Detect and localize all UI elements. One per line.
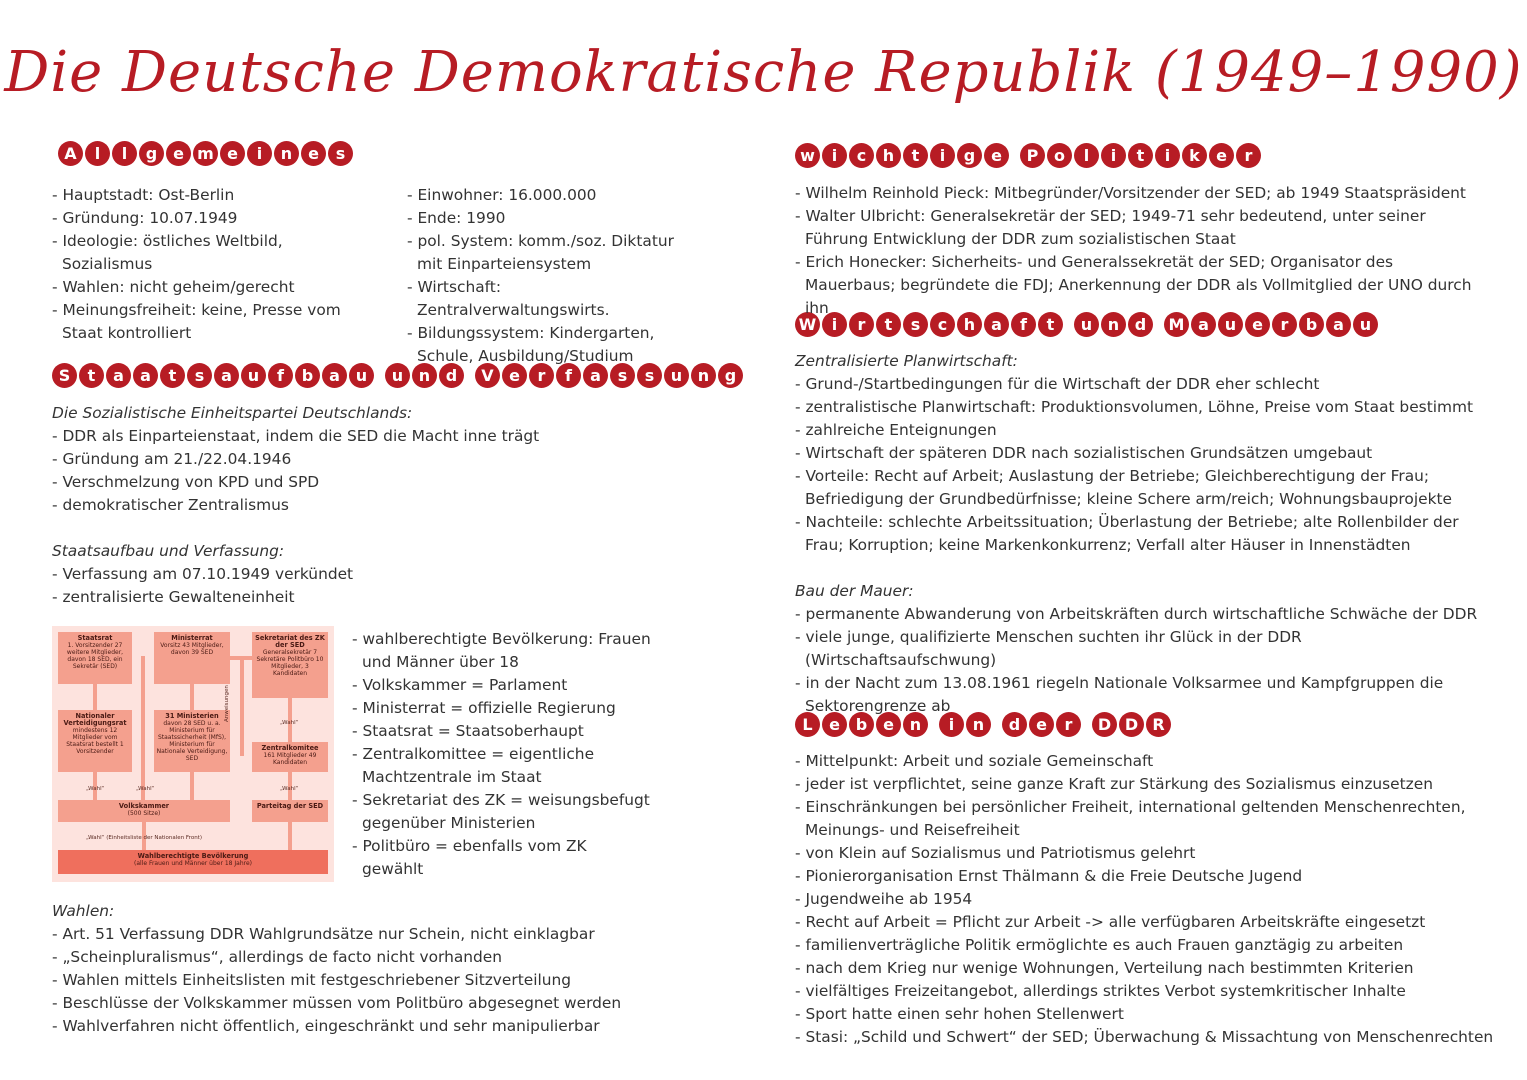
- list-item: - Nachteile: schlechte Arbeitssituation; Überlastung der Betriebe; alte Rollenbilder der Frau; Korruption; keine Markenkonkurrenz; Verfall alter Häuser in Innenstädten: [795, 511, 1495, 557]
- list-item: - Zentralkomittee = eigentliche Machtzentrale im Staat: [352, 743, 652, 789]
- list-item: - Meinungsfreiheit: keine, Presse vom Staat kontrolliert: [52, 299, 352, 345]
- list-item: - Wahlen: nicht geheim/gerecht: [52, 276, 352, 299]
- list-item: - Verfassung am 07.10.1949 verkündet: [52, 563, 712, 586]
- mauer-subtitle: Bau der Mauer:: [795, 582, 914, 600]
- heading-letter: u: [385, 363, 410, 388]
- heading-letter: n: [966, 712, 991, 737]
- heading-letter: o: [1047, 143, 1072, 168]
- allgemeines-right-list: [407, 184, 697, 368]
- diagram-verteidigungsrat: Nationaler Verteidigungsrat mindestens 12 Mitglieder vom Staatsrat bestellt 1 Vorsitzender: [58, 710, 132, 772]
- list-item: - Ministerrat = offizielle Regierung: [352, 697, 652, 720]
- heading-letter: e: [1209, 143, 1234, 168]
- list-item: - Einschränkungen bei persönlicher Freiheit, international geltenden Menschenrechten, Meinungs- und Reisefreiheit: [795, 796, 1495, 842]
- heading-letter: s: [637, 363, 662, 388]
- list-item: - Recht auf Arbeit = Pflicht zur Arbeit -> alle verfügbaren Arbeitskräfte eingesetzt: [795, 911, 1495, 934]
- heading-letter: t: [876, 312, 901, 337]
- heading-letter: t: [79, 363, 104, 388]
- list-item: - demokratischer Zentralismus: [52, 494, 712, 517]
- diagram-arrow: [240, 656, 244, 756]
- heading-letter: t: [1128, 143, 1153, 168]
- heading-letter: m: [193, 141, 218, 166]
- diagram-wahl-label: „Wahl“: [280, 720, 299, 726]
- wahlen-list: [52, 923, 712, 1038]
- list-item: - „Scheinpluralismus“, allerdings de facto nicht vorhanden: [52, 946, 712, 969]
- diagram-wahl-label: „Wahl“: [280, 786, 299, 792]
- list-item: - Erich Honecker: Sicherheits- und Generalssekretät der SED; Organisator des Mauerbaus; begründete die FDJ; Anerkennung der DDR als Vollmitglied der UNO durch ihn: [795, 251, 1485, 320]
- heading-letter: f: [1011, 312, 1036, 337]
- heading-letter: D: [1092, 712, 1117, 737]
- heading-letter: r: [529, 363, 554, 388]
- politiker-list: [795, 182, 1485, 320]
- heading-letter: c: [930, 312, 955, 337]
- heading-letter: b: [1299, 312, 1324, 337]
- heading-letter: f: [556, 363, 581, 388]
- heading-letter: h: [876, 143, 901, 168]
- heading-letter: c: [849, 143, 874, 168]
- heading-letter: e: [301, 141, 326, 166]
- list-item: - Wahlverfahren nicht öffentlich, eingeschränkt und sehr manipulierbar: [52, 1015, 712, 1038]
- diagram-arrow: [288, 822, 292, 850]
- mauer-list: [795, 603, 1495, 718]
- heading-letter: a: [1326, 312, 1351, 337]
- heading-letter: W: [795, 312, 820, 337]
- diagram-zentralkomitee: Zentralkomitee 161 Mitglieder 49 Kandidaten: [252, 742, 328, 772]
- heading-letter: n: [691, 363, 716, 388]
- heading-letter: i: [822, 143, 847, 168]
- heading-letter: u: [664, 363, 689, 388]
- plan-list: [795, 373, 1495, 557]
- heading-letter: e: [166, 141, 191, 166]
- diagram-parteitag: Parteitag der SED: [252, 800, 328, 822]
- heading-letter: A: [58, 141, 83, 166]
- heading-letter: b: [295, 363, 320, 388]
- allgemeines-left-list: [52, 184, 352, 345]
- heading-letter: d: [439, 363, 464, 388]
- list-item: - Gründung: 10.07.1949: [52, 207, 352, 230]
- leben-list: [795, 750, 1495, 1049]
- diagram-wahl-label: „Wahl“: [136, 786, 155, 792]
- heading-letter: e: [984, 143, 1009, 168]
- heading-letter: L: [795, 712, 820, 737]
- heading-letter: R: [1146, 712, 1171, 737]
- heading-letter: r: [1056, 712, 1081, 737]
- diagram-ministerrat: Ministerrat Vorsitz 43 Mitglieder, davon 39 SED: [154, 632, 230, 684]
- heading-letter: P: [1020, 143, 1045, 168]
- list-item: - Ende: 1990: [407, 207, 697, 230]
- heading-letter: t: [1038, 312, 1063, 337]
- heading-letter: i: [1101, 143, 1126, 168]
- diagram-arrow: [190, 684, 194, 710]
- wahlen-subtitle: Wahlen:: [52, 902, 115, 920]
- heading-letter: a: [1191, 312, 1216, 337]
- list-item: - Beschlüsse der Volkskammer müssen vom Politbüro abgesegnet werden: [52, 992, 712, 1015]
- diagram-arrow: [141, 656, 145, 800]
- verfassung-list: [52, 563, 712, 609]
- list-item: - Staatsrat = Staatsoberhaupt: [352, 720, 652, 743]
- diagram-volkskammer: Volkskammer (500 Sitze): [58, 800, 230, 822]
- list-item: - pol. System: komm./soz. Diktatur mit Einparteiensystem: [407, 230, 697, 276]
- heading-politiker: [795, 143, 1272, 168]
- verfassung-subtitle: Staatsaufbau und Verfassung:: [52, 542, 285, 560]
- heading-letter: r: [849, 312, 874, 337]
- heading-letter: l: [112, 141, 137, 166]
- staatsaufbau-text: [52, 402, 712, 609]
- list-item: - DDR als Einparteienstaat, indem die SED die Macht inne trägt: [52, 425, 712, 448]
- heading-letter: M: [1164, 312, 1189, 337]
- list-item: - vielfältiges Freizeitangebot, allerdings striktes Verbot systemkritischer Inhalte: [795, 980, 1495, 1003]
- heading-letter: D: [1119, 712, 1144, 737]
- list-item: - viele junge, qualifizierte Menschen suchten ihr Glück in der DDR (Wirtschaftsaufschwung): [795, 626, 1495, 672]
- wirtschaft-text: [795, 350, 1495, 718]
- diagram-arrow: [93, 684, 97, 710]
- heading-allgemeines: [58, 141, 364, 166]
- heading-letter: e: [1029, 712, 1054, 737]
- heading-letter: r: [1236, 143, 1261, 168]
- heading-letter: a: [984, 312, 1009, 337]
- list-item: - Art. 51 Verfassung DDR Wahlgrundsätze nur Schein, nicht einklagbar: [52, 923, 712, 946]
- diagram-anweisungen-label: Anweisungen: [224, 685, 230, 722]
- heading-letter: e: [220, 141, 245, 166]
- heading-letter: u: [349, 363, 374, 388]
- list-item: - Sport hatte einen sehr hohen Stellenwert: [795, 1003, 1495, 1026]
- heading-letter: e: [822, 712, 847, 737]
- heading-letter: g: [718, 363, 743, 388]
- heading-letter: s: [610, 363, 635, 388]
- list-item: - Sekretariat des ZK = weisungsbefugt gegenüber Ministerien: [352, 789, 652, 835]
- heading-letter: e: [502, 363, 527, 388]
- list-item: - Pionierorganisation Ernst Thälmann & die Freie Deutsche Jugend: [795, 865, 1495, 888]
- list-item: - zentralistische Planwirtschaft: Produktionsvolumen, Löhne, Preise vom Staat bestimmt: [795, 396, 1495, 419]
- list-item: - permanente Abwanderung von Arbeitskräften durch wirtschaftliche Schwäche der DDR: [795, 603, 1495, 626]
- heading-letter: S: [52, 363, 77, 388]
- list-item: - Verschmelzung von KPD und SPD: [52, 471, 712, 494]
- diagram-notes-list: [352, 628, 652, 881]
- list-item: - Politbüro = ebenfalls vom ZK gewählt: [352, 835, 652, 881]
- list-item: - Wirtschaft der späteren DDR nach sozialistischen Grundsätzen umgebaut: [795, 442, 1495, 465]
- diagram-sekretariat: Sekretariat des ZK der SED Generalsekretär 7 Sekretäre Politbüro 10 Mitglieder, 3 Kandidaten: [252, 632, 328, 698]
- list-item: - Ideologie: östliches Weltbild, Sozialismus: [52, 230, 352, 276]
- list-item: - Vorteile: Recht auf Arbeit; Auslastung der Betriebe; Gleichberechtigung der Frau; Befriedigung der Grundbedürfnisse; kleine Schere arm/reich; Wohnungsbauprojekte: [795, 465, 1495, 511]
- heading-letter: g: [139, 141, 164, 166]
- list-item: - Einwohner: 16.000.000: [407, 184, 697, 207]
- list-item: - zahlreiche Enteignungen: [795, 419, 1495, 442]
- heading-letter: u: [1353, 312, 1378, 337]
- heading-letter: n: [903, 712, 928, 737]
- heading-letter: l: [85, 141, 110, 166]
- list-item: - Hauptstadt: Ost-Berlin: [52, 184, 352, 207]
- heading-letter: l: [1074, 143, 1099, 168]
- heading-letter: a: [214, 363, 239, 388]
- diagram-wahl-label: „Wahl“: [86, 786, 105, 792]
- heading-letter: d: [1002, 712, 1027, 737]
- heading-letter: e: [876, 712, 901, 737]
- heading-letter: s: [328, 141, 353, 166]
- heading-letter: d: [1128, 312, 1153, 337]
- list-item: - Bildungssystem: Kindergarten, Schule, Ausbildung/Studium: [407, 322, 697, 368]
- heading-letter: i: [939, 712, 964, 737]
- heading-letter: n: [412, 363, 437, 388]
- heading-letter: n: [274, 141, 299, 166]
- heading-letter: b: [849, 712, 874, 737]
- staatsaufbau-diagram: [52, 626, 334, 882]
- heading-letter: s: [187, 363, 212, 388]
- heading-letter: a: [133, 363, 158, 388]
- list-item: - in der Nacht zum 13.08.1961 riegeln Nationale Volksarmee und Kampfgruppen die Sektorengrenze ab: [795, 672, 1495, 718]
- wahlen-text: [52, 900, 712, 1038]
- heading-letter: a: [106, 363, 131, 388]
- heading-letter: s: [903, 312, 928, 337]
- list-item: - von Klein auf Sozialismus und Patriotismus gelehrt: [795, 842, 1495, 865]
- diagram-minister: 31 Ministerien davon 28 SED u. a. Ministerium für Staatssicherheit (MfS), Ministerium für Nationale Verteidigung, SED: [154, 710, 230, 772]
- heading-letter: n: [1101, 312, 1126, 337]
- heading-letter: k: [1182, 143, 1207, 168]
- list-item: - jeder ist verpflichtet, seine ganze Kraft zur Stärkung des Sozialismus einzusetzen: [795, 773, 1495, 796]
- heading-letter: w: [795, 143, 820, 168]
- heading-letter: t: [160, 363, 185, 388]
- heading-letter: u: [1218, 312, 1243, 337]
- heading-letter: t: [903, 143, 928, 168]
- heading-letter: u: [1074, 312, 1099, 337]
- heading-letter: a: [583, 363, 608, 388]
- list-item: - Wahlen mittels Einheitslisten mit festgeschriebener Sitzverteilung: [52, 969, 712, 992]
- list-item: - Wilhelm Reinhold Pieck: Mitbegründer/Vorsitzender der SED; ab 1949 Staatspräsident: [795, 182, 1485, 205]
- list-item: - familienverträgliche Politik ermöglichte es auch Frauen ganztägig zu arbeiten: [795, 934, 1495, 957]
- sed-subtitle: Die Sozialistische Einheitspartei Deutschlands:: [52, 404, 413, 422]
- heading-letter: i: [930, 143, 955, 168]
- list-item: - Jugendweihe ab 1954: [795, 888, 1495, 911]
- list-item: - Stasi: „Schild und Schwert“ der SED; Überwachung & Missachtung von Menschenrechten: [795, 1026, 1495, 1049]
- heading-letter: g: [957, 143, 982, 168]
- heading-letter: h: [957, 312, 982, 337]
- list-item: - Grund-/Startbedingungen für die Wirtschaft der DDR eher schlecht: [795, 373, 1495, 396]
- heading-letter: i: [247, 141, 272, 166]
- diagram-staatsrat: Staatsrat 1. Vorsitzender 27 weitere Mitglieder, davon 18 SED, ein Sekretär (SED): [58, 632, 132, 684]
- list-item: - wahlberechtigte Bevölkerung: Frauen und Männer über 18: [352, 628, 652, 674]
- list-item: - nach dem Krieg nur wenige Wohnungen, Verteilung nach bestimmten Kriterien: [795, 957, 1495, 980]
- list-item: - Mittelpunkt: Arbeit und soziale Gemeinschaft: [795, 750, 1495, 773]
- list-item: - Gründung am 21./22.04.1946: [52, 448, 712, 471]
- heading-letter: i: [1155, 143, 1180, 168]
- plan-subtitle: Zentralisierte Planwirtschaft:: [795, 352, 1018, 370]
- heading-letter: f: [268, 363, 293, 388]
- list-item: - Volkskammer = Parlament: [352, 674, 652, 697]
- list-item: - Walter Ulbricht: Generalsekretär der SED; 1949-71 sehr bedeutend, unter seiner Führung Entwicklung der DDR zum sozialistischen Staat: [795, 205, 1485, 251]
- page-title: Die Deutsche Demokratische Republik (1949–1990): [4, 40, 1523, 105]
- diagram-arrow: [190, 772, 194, 800]
- sed-list: [52, 425, 712, 517]
- heading-letter: i: [822, 312, 847, 337]
- list-item: - zentralisierte Gewalteneinheit: [52, 586, 712, 609]
- heading-letter: r: [1272, 312, 1297, 337]
- heading-letter: a: [322, 363, 347, 388]
- list-item: - Wirtschaft: Zentralverwaltungswirts.: [407, 276, 697, 322]
- diagram-bevoelkerung: Wahlberechtigte Bevölkerung (alle Frauen und Männer über 18 Jahre): [58, 850, 328, 874]
- heading-letter: e: [1245, 312, 1270, 337]
- heading-letter: V: [475, 363, 500, 388]
- diagram-wahl-front-label: „Wahl“ (Einheitsliste der Nationalen Front): [86, 835, 202, 841]
- heading-letter: u: [241, 363, 266, 388]
